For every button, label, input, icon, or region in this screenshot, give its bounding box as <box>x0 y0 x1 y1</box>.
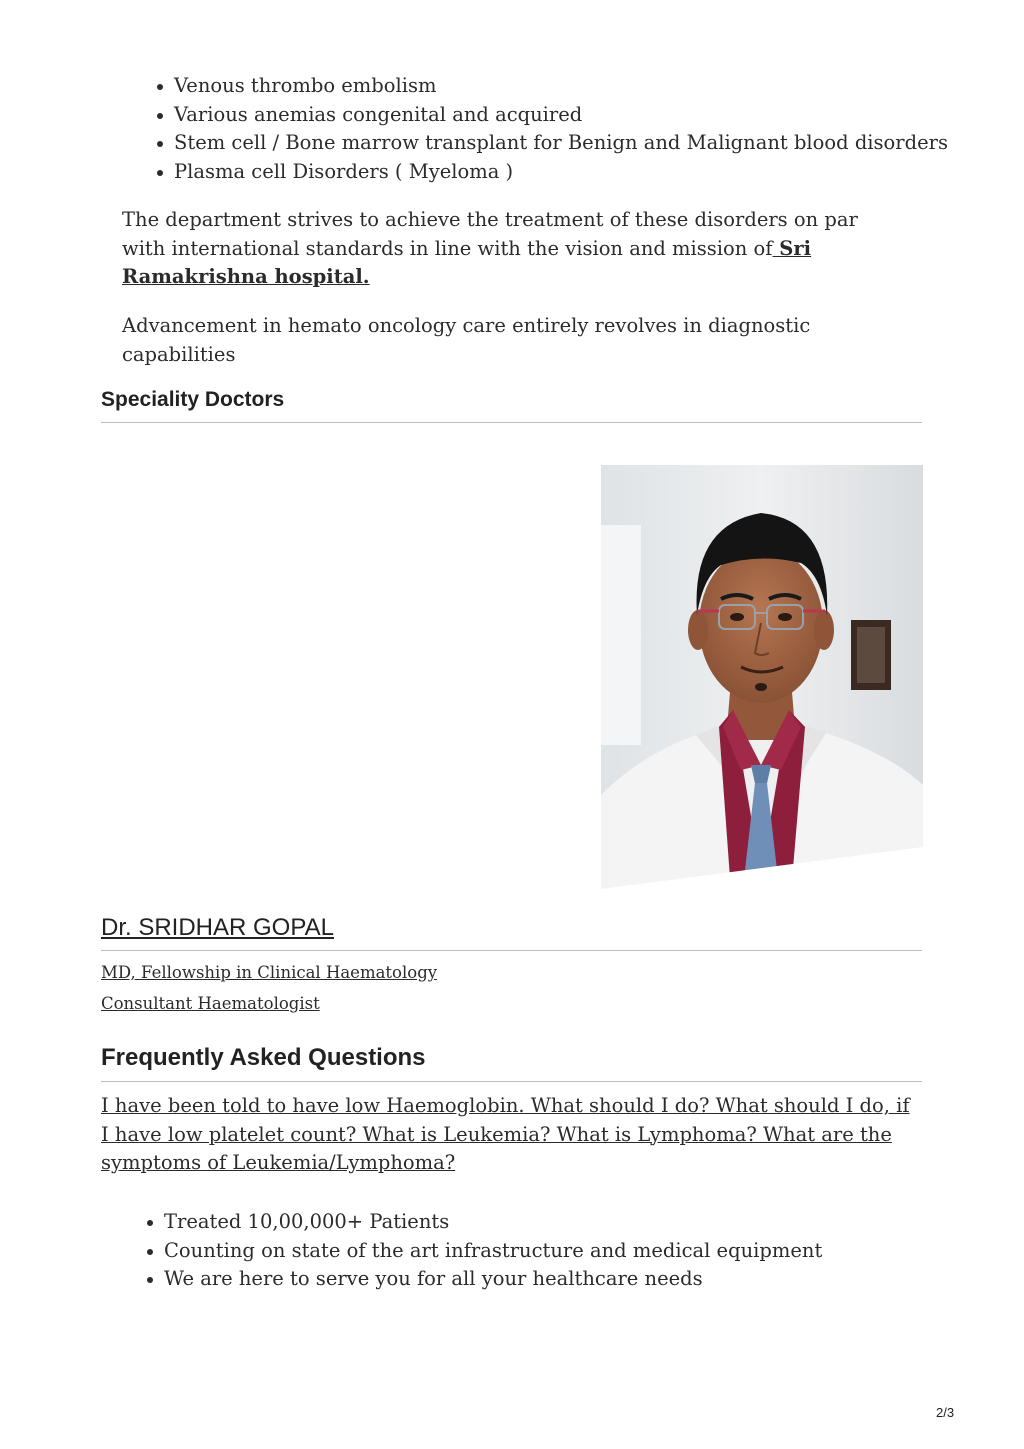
speciality-doctors-heading: Speciality Doctors <box>101 388 285 411</box>
faq-divider <box>101 1081 922 1082</box>
list-item: We are here to serve you for all your healthcare needs <box>164 1265 964 1294</box>
doctor-divider <box>101 950 922 951</box>
sri-ramakrishna-hospital-link[interactable]: Sri Ramakrishna hospital. <box>122 236 812 288</box>
list-item: Various anemias congenital and acquired <box>174 101 974 130</box>
doctor-name-link[interactable]: Dr. SRIDHAR GOPAL <box>101 914 334 941</box>
faq-questions <box>101 1092 916 1178</box>
department-paragraph-text: The department strives to achieve the treatment of these disorders on par with international standards in line with the vision and mission of <box>122 208 858 260</box>
doctor-name[interactable] <box>101 913 334 943</box>
list-item: Plasma cell Disorders ( Myeloma ) <box>174 158 974 187</box>
list-item: Treated 10,00,000+ Patients <box>164 1208 964 1237</box>
highlights-list <box>164 1208 964 1294</box>
page-number: 2/3 <box>936 1405 955 1420</box>
doctor-qualification-link[interactable]: MD, Fellowship in Clinical Haematology <box>101 963 438 982</box>
list-item: Venous thrombo embolism <box>174 72 974 101</box>
advancement-paragraph: Advancement in hemato oncology care entirely revolves in diagnostic capabilities <box>122 314 811 366</box>
faq-questions-link[interactable]: I have been told to have low Haemoglobin. What should I do? What should I do, if I have low platelet count? What is Leukemia? What is Lymphoma? What are the symptoms of Leukemia/Lymphoma? <box>101 1094 910 1174</box>
department-paragraph <box>122 206 882 292</box>
list-item: Counting on state of the art infrastructure and medical equipment <box>164 1237 964 1266</box>
list-item: Stem cell / Bone marrow transplant for Benign and Malignant blood disorders <box>174 129 974 158</box>
doctor-designation-link[interactable]: Consultant Haematologist <box>101 994 320 1013</box>
faq-heading: Frequently Asked Questions <box>101 1044 426 1071</box>
conditions-list <box>174 72 974 186</box>
section-divider <box>101 422 922 423</box>
doctor-photo <box>601 465 923 892</box>
